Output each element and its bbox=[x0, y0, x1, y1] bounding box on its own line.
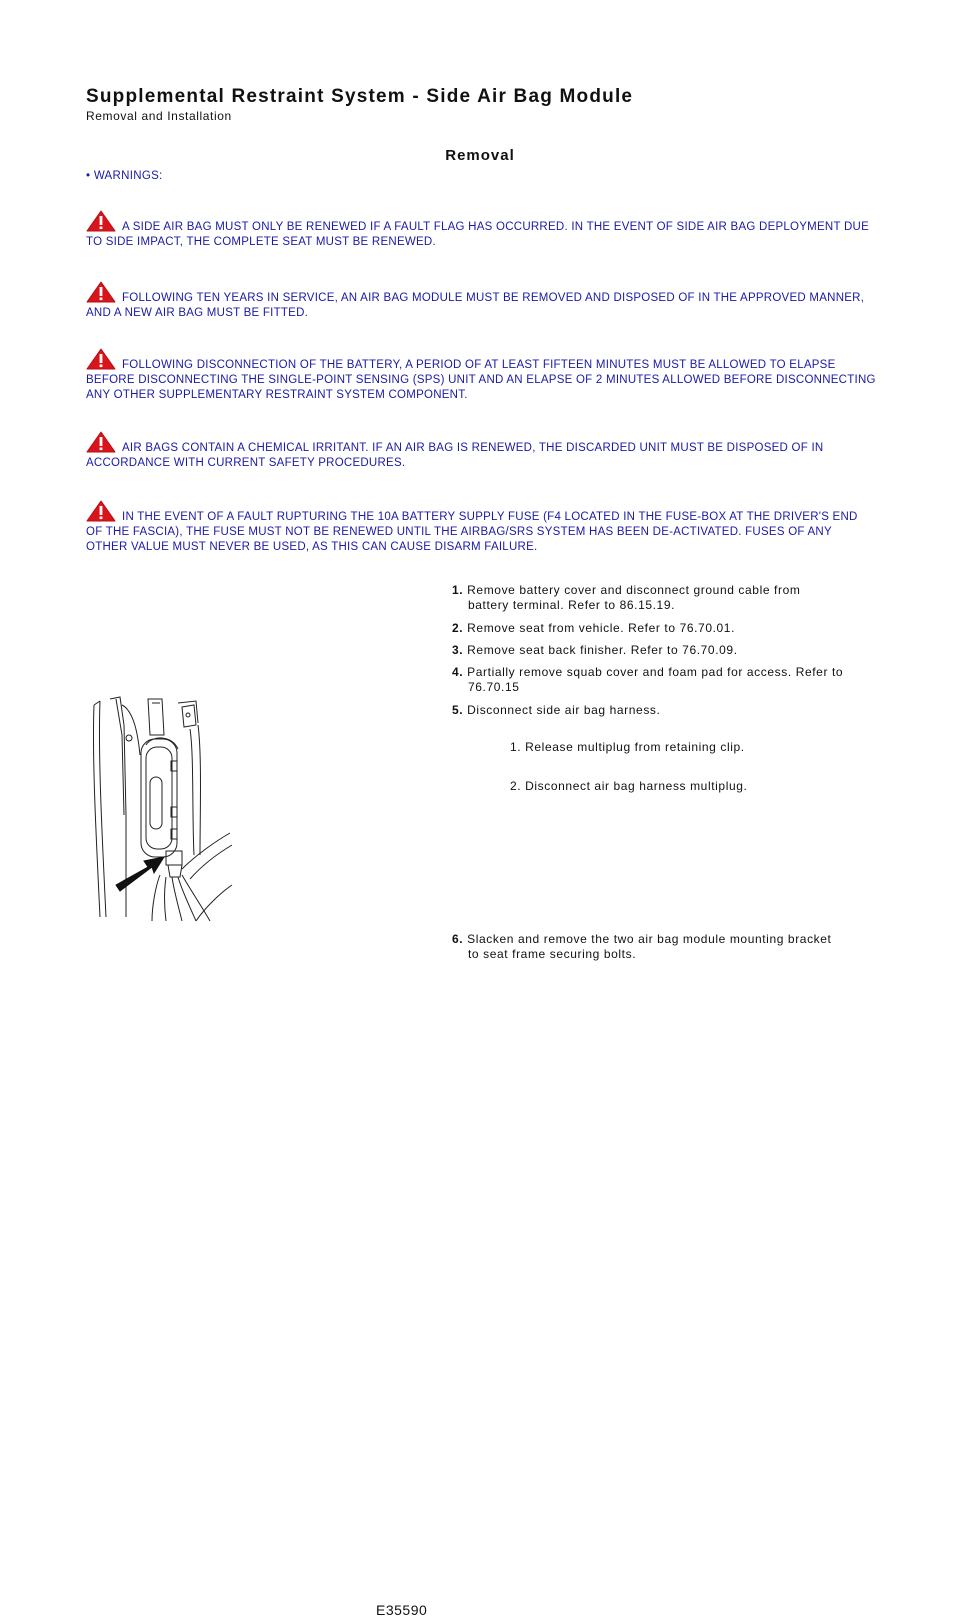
substep-1: 1. Release multiplug from retaining clip. bbox=[510, 740, 745, 754]
airbag-harness-illustration bbox=[86, 695, 428, 1618]
warning-item bbox=[86, 281, 876, 321]
section-title: Removal bbox=[445, 147, 515, 164]
step-4 bbox=[452, 665, 882, 695]
step-number: 6. bbox=[452, 932, 464, 946]
warning-item bbox=[86, 500, 876, 555]
substep-2: 2. Disconnect air bag harness multiplug. bbox=[510, 779, 748, 793]
step-2 bbox=[452, 621, 882, 636]
step-text: Remove battery cover and disconnect ground cable from bbox=[467, 583, 801, 597]
step-text: Partially remove squab cover and foam pad for access. Refer to bbox=[467, 665, 844, 679]
warning-triangle-icon bbox=[86, 431, 116, 453]
warning-text: IN THE EVENT OF A FAULT RUPTURING THE 10A BATTERY SUPPLY FUSE (F4 LOCATED IN THE FUSE-BOX AT THE DRIVER'S END OF THE FASCIA), THE FUSE MUST NOT BE RENEWED UNTIL THE AIRBAG/SRS SYSTEM HAS BEEN DE-ACTIVATED. FUSES OF ANY OTHER VALUE MUST NEVER BE USED, AS THIS CAN CAUSE DISARM FAILURE. bbox=[86, 511, 858, 553]
warning-triangle-icon bbox=[86, 348, 116, 370]
warnings-label: • WARNINGS: bbox=[86, 170, 163, 182]
warning-triangle-icon bbox=[86, 281, 116, 303]
step-6 bbox=[452, 932, 882, 962]
warning-text: A SIDE AIR BAG MUST ONLY BE RENEWED IF A FAULT FLAG HAS OCCURRED. IN THE EVENT OF SIDE AIR BAG DEPLOYMENT DUE TO SIDE IMPACT, THE COMPLETE SEAT MUST BE RENEWED. bbox=[86, 221, 870, 248]
warning-triangle-icon bbox=[86, 210, 116, 232]
step-1 bbox=[452, 583, 882, 613]
step-text-continued: 76.70.15 bbox=[468, 680, 520, 694]
warning-triangle-icon bbox=[86, 500, 116, 522]
step-text: Disconnect side air bag harness. bbox=[467, 703, 661, 717]
warning-item bbox=[86, 348, 876, 403]
step-text: Remove seat back finisher. Refer to 76.70.09. bbox=[467, 643, 738, 657]
step-number: 5. bbox=[452, 703, 464, 717]
step-text-continued: to seat frame securing bolts. bbox=[468, 947, 637, 961]
step-text-continued: battery terminal. Refer to 86.15.19. bbox=[468, 598, 676, 612]
warning-item bbox=[86, 210, 876, 250]
seat-frame-drawing bbox=[86, 695, 376, 925]
page-subtitle: Removal and Installation bbox=[86, 109, 232, 123]
warning-text: AIR BAGS CONTAIN A CHEMICAL IRRITANT. IF AN AIR BAG IS RENEWED, THE DISCARDED UNIT MUST BE DISPOSED OF IN ACCORDANCE WITH CURRENT SAFETY PROCEDURES. bbox=[86, 442, 824, 469]
step-number: 4. bbox=[452, 665, 464, 679]
step-text: Slacken and remove the two air bag module mounting bracket bbox=[467, 932, 832, 946]
warning-text: FOLLOWING DISCONNECTION OF THE BATTERY, A PERIOD OF AT LEAST FIFTEEN MINUTES MUST BE ALLOWED TO ELAPSE BEFORE DISCONNECTING THE SINGLE-POINT SENSING (SPS) UNIT AND AN ELAPSE OF 2 MINUTES ALLOWED BEFORE DISCONNECTING ANY OTHER SUPPLEMENTARY RESTRAINT SYSTEM COMPONENT. bbox=[86, 359, 876, 401]
step-3 bbox=[452, 643, 882, 658]
step-5 bbox=[452, 703, 882, 718]
step-number: 1. bbox=[452, 583, 464, 597]
warning-item bbox=[86, 431, 876, 471]
figure-label: E35590 bbox=[376, 1602, 428, 1618]
step-text: Remove seat from vehicle. Refer to 76.70.01. bbox=[467, 621, 736, 635]
step-number: 2. bbox=[452, 621, 464, 635]
step-number: 3. bbox=[452, 643, 464, 657]
page-title: Supplemental Restraint System - Side Air Bag Module bbox=[86, 86, 634, 107]
warning-text: FOLLOWING TEN YEARS IN SERVICE, AN AIR BAG MODULE MUST BE REMOVED AND DISPOSED OF IN THE APPROVED MANNER, AND A NEW AIR BAG MUST BE FITTED. bbox=[86, 292, 865, 319]
